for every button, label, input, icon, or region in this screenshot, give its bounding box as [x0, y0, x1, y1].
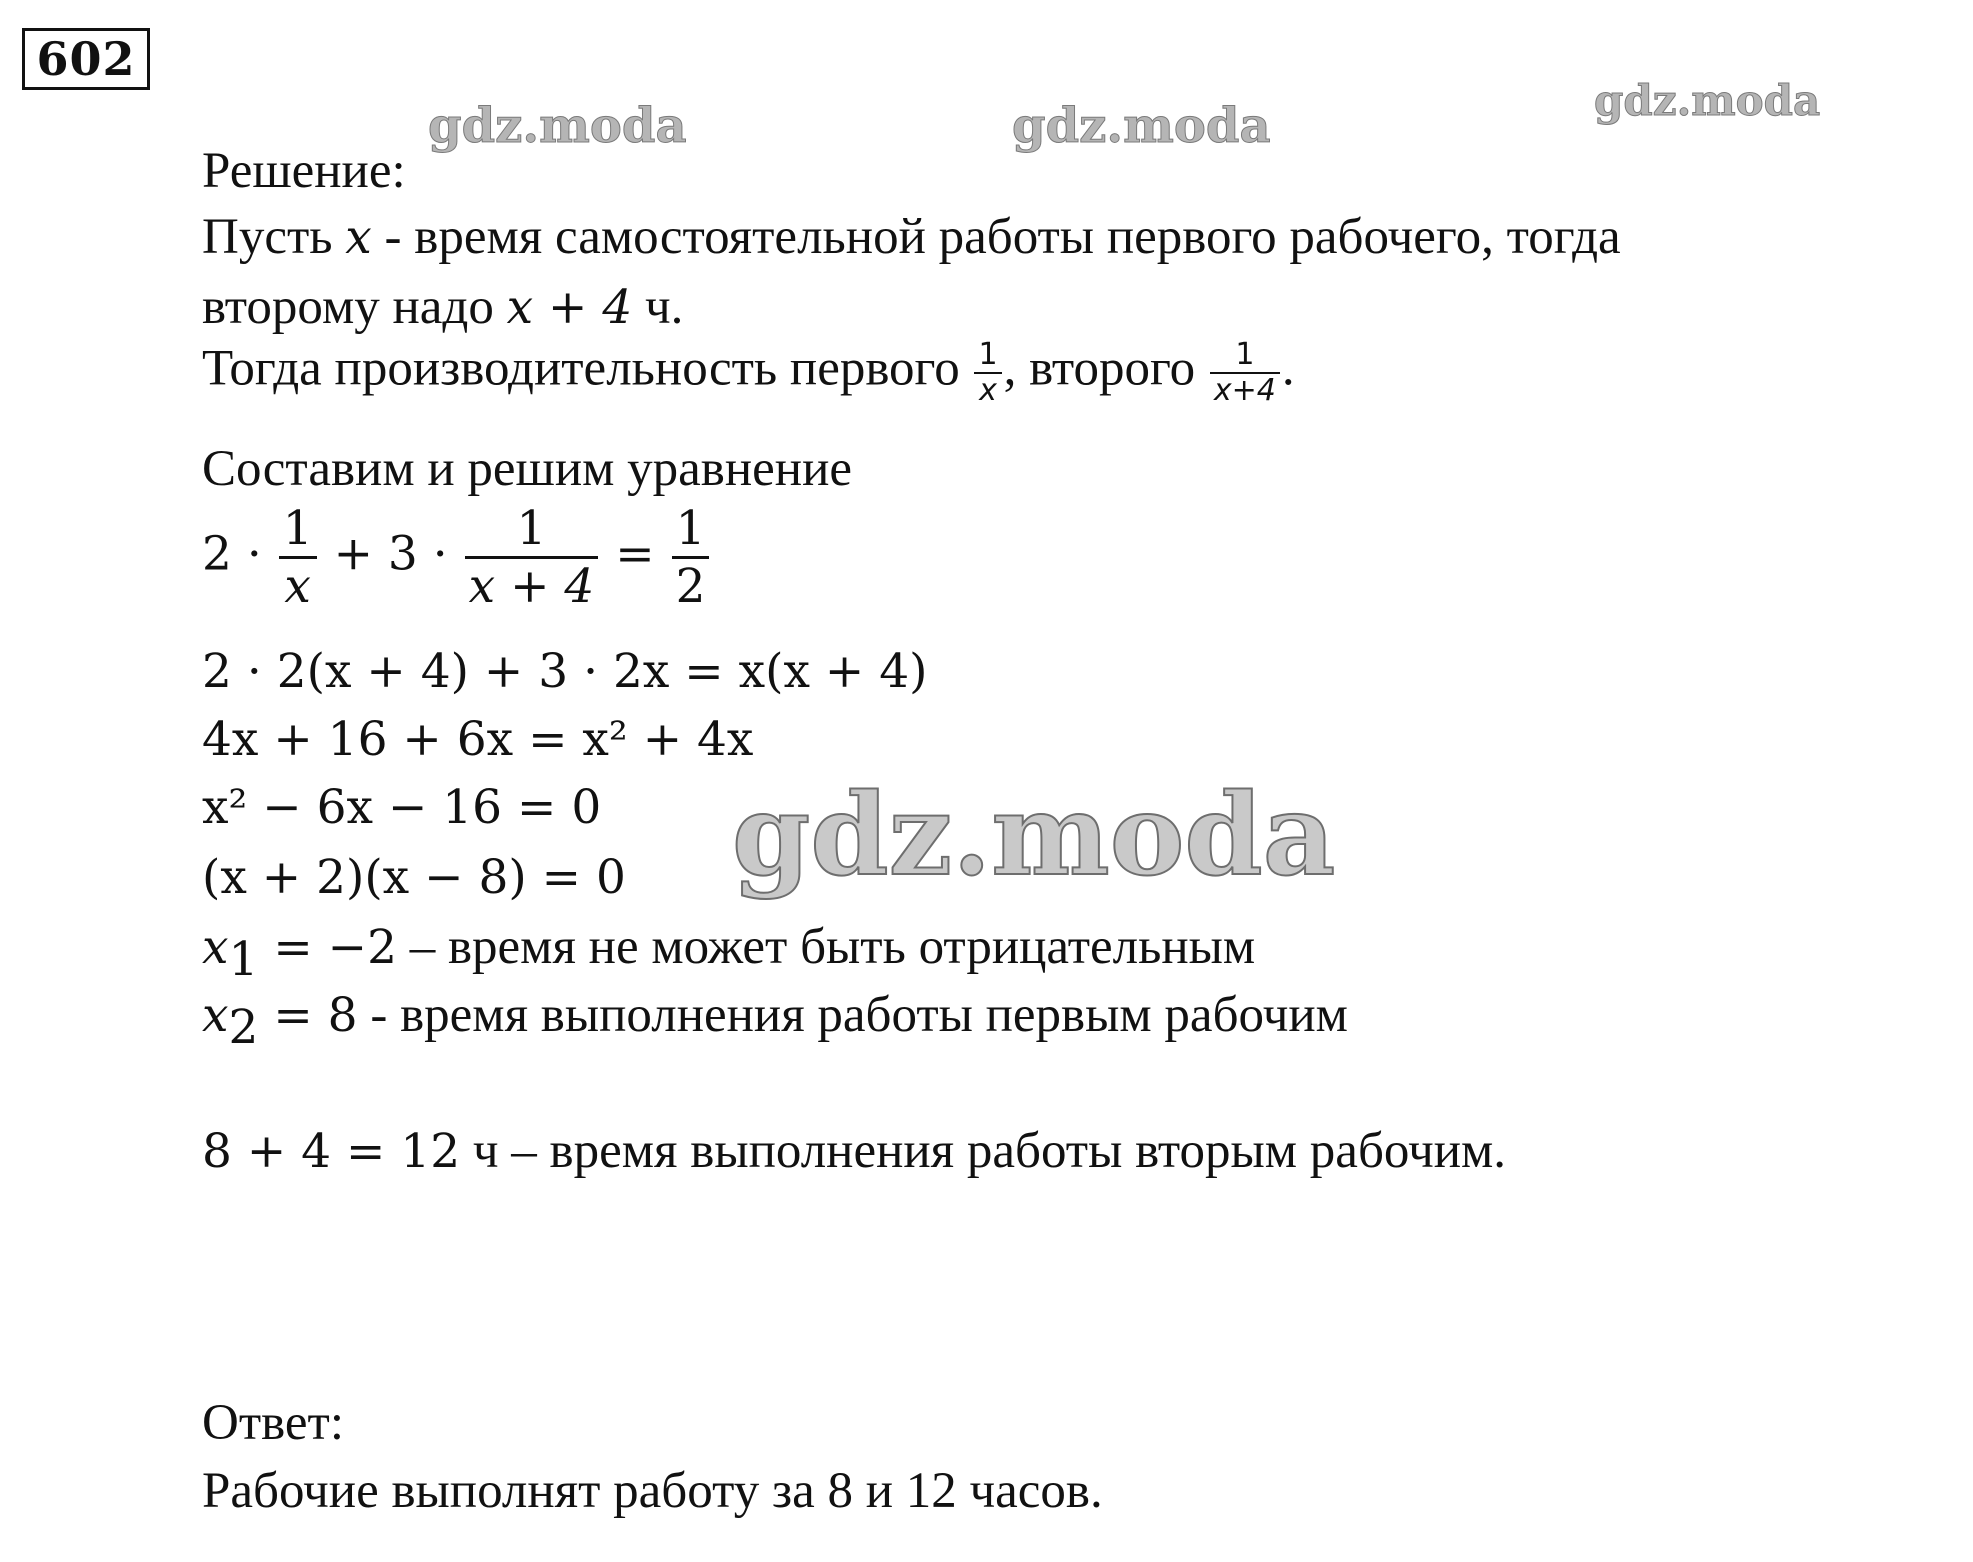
denominator: x — [979, 373, 997, 408]
root-subscript: 1 — [228, 932, 259, 987]
equation-part: = — [600, 526, 670, 582]
root-subscript: 2 — [228, 1000, 259, 1055]
numerator: 1 — [1210, 340, 1280, 374]
root-note: - время выполнения работы первым рабочим — [357, 987, 1348, 1043]
second-worker-expression: 8 + 4 = 12 — [202, 1124, 461, 1179]
answer-text: Рабочие выполнят работу за 8 и 12 часов. — [202, 1463, 1103, 1519]
numerator: 1 — [974, 340, 1001, 374]
second-worker-line — [202, 1123, 1507, 1179]
denominator: 2 — [675, 559, 706, 614]
fraction-one-over-x — [279, 501, 317, 614]
root-x2-line — [202, 987, 1348, 1055]
root-label: x — [202, 988, 229, 1043]
equation-step: 4x + 16 + 6x = x² + 4x — [202, 712, 754, 767]
main-equation — [202, 501, 711, 614]
intro-line-2 — [202, 279, 684, 335]
watermark: gdz.moda — [1012, 98, 1271, 154]
root-value: = 8 — [258, 988, 358, 1043]
equation-step: x² − 6x − 16 = 0 — [202, 780, 602, 835]
expression: x + 4 — [506, 280, 633, 335]
fraction-one-over-x — [974, 337, 1001, 408]
equation-part: 2 · — [202, 526, 277, 582]
denominator: x+4 — [1213, 373, 1276, 408]
equation-part: + 3 · — [318, 526, 463, 582]
productivity-text: . — [1281, 340, 1295, 397]
intro-text: Пусть — [202, 209, 346, 265]
intro-text: - время самостоятельной работы первого рабочего, тогда — [371, 209, 1621, 265]
productivity-text: , второго — [1003, 340, 1208, 397]
numerator: 1 — [279, 505, 317, 559]
second-worker-note: ч – время выполнения работы вторым рабочим. — [460, 1123, 1507, 1179]
root-note: – время не может быть отрицательным — [396, 919, 1256, 975]
watermark: gdz.moda — [1594, 76, 1821, 125]
variable-x: x — [345, 210, 372, 265]
denominator: x + 4 — [468, 559, 595, 614]
productivity-text: Тогда производительность первого — [202, 340, 973, 397]
numerator: 1 — [672, 505, 710, 559]
equation-step: 2 · 2(x + 4) + 3 · 2x = x(x + 4) — [202, 644, 928, 699]
equation-heading: Составим и решим уравнение — [202, 441, 853, 497]
solution-heading: Решение: — [202, 143, 406, 199]
task-number: 602 — [22, 28, 150, 90]
numerator: 1 — [465, 505, 599, 559]
intro-line-1 — [202, 209, 1621, 265]
fraction-one-over-x-plus-4 — [465, 501, 599, 614]
fraction-one-half — [672, 501, 710, 614]
root-value: = −2 — [258, 920, 397, 975]
equation-step: (x + 2)(x − 8) = 0 — [202, 850, 626, 905]
intro-text: второму надо — [202, 279, 507, 335]
root-x1-line — [202, 919, 1256, 987]
denominator: x — [284, 559, 311, 614]
intro-text: ч. — [632, 279, 684, 335]
root-label: x — [202, 920, 229, 975]
fraction-one-over-x-plus-4 — [1210, 337, 1280, 408]
productivity-line — [202, 337, 1295, 408]
watermark-large: gdz.moda — [732, 770, 1336, 901]
answer-heading: Ответ: — [202, 1395, 344, 1451]
watermark: gdz.moda — [428, 98, 687, 154]
